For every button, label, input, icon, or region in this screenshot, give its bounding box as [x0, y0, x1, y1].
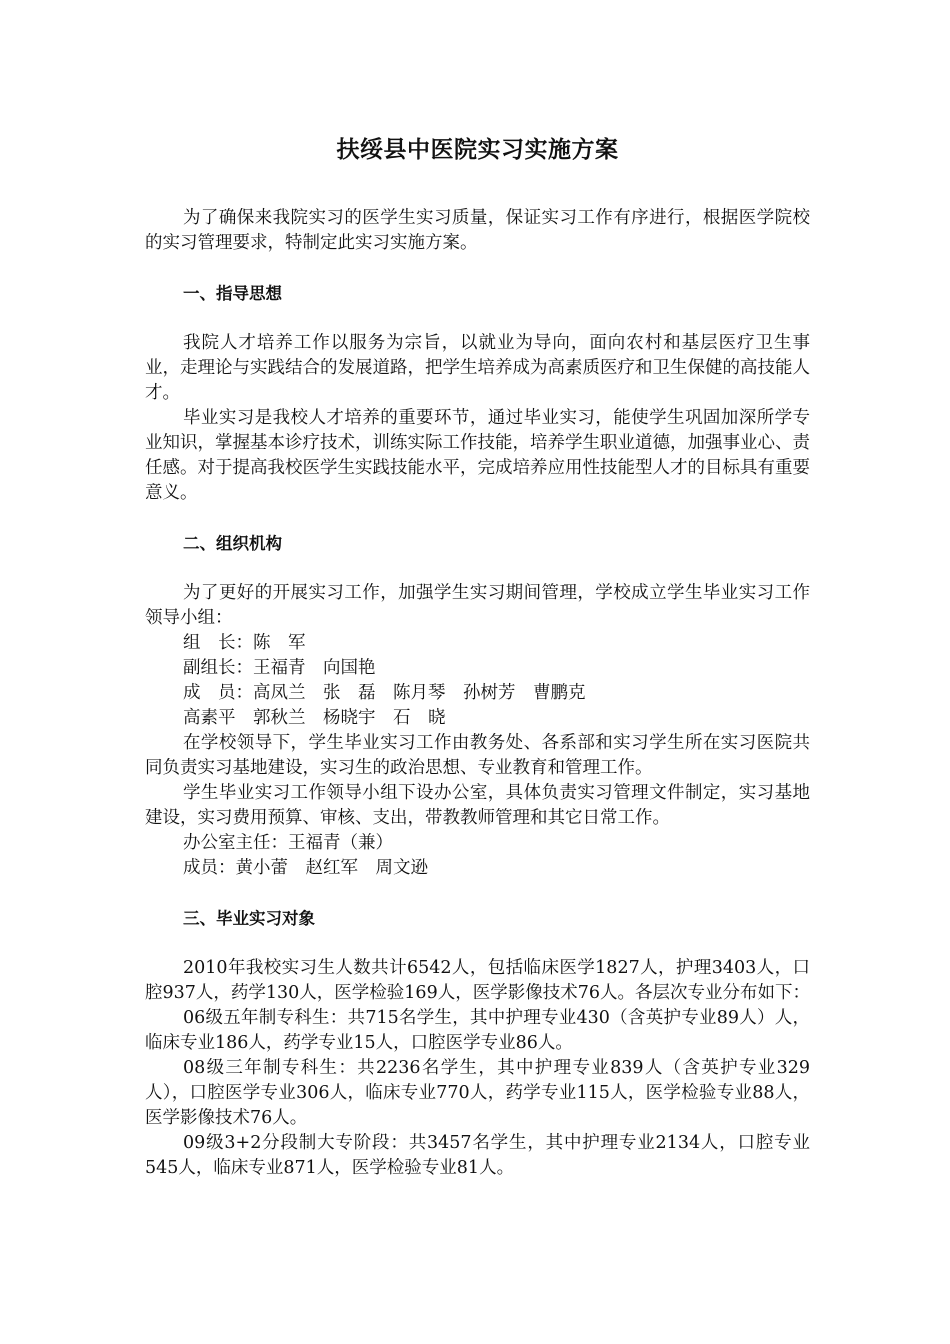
- section-heading-internship-targets: 三、毕业实习对象: [183, 909, 315, 928]
- paragraph: 09级3+2分段制大专阶段：共3457名学生，其中护理专业2134人，口腔专业545人，临床专业871人，医学检验专业81人。: [145, 1133, 810, 1178]
- paragraph: 学生毕业实习工作领导小组下设办公室，具体负责实习管理文件制定，实习基地建设，实习费用预算、审核、支出，带教教师管理和其它日常工作。: [145, 783, 810, 828]
- document-page: [145, 132, 810, 1181]
- leader-line: 组 长：陈 军: [183, 633, 306, 653]
- intro-paragraph: 为了确保来我院实习的医学生实习质量，保证实习工作有序进行，根据医学院校的实习管理要求，特制定此实习实施方案。: [145, 208, 810, 253]
- members-line: 成 员：高凤兰 张 磊 陈月琴 孙树芳 曹鹏克: [183, 683, 586, 703]
- office-members-line: 成员：黄小蕾 赵红军 周文逊: [183, 858, 428, 878]
- members-line-continued: 高素平 郭秋兰 杨晓宇 石 晓: [183, 708, 446, 728]
- paragraph: 08级三年制专科生：共2236名学生，其中护理专业839人（含英护专业329人），口腔医学专业306人，临床专业770人，药学专业115人，医学检验专业88人，医学影像技术76人。: [145, 1058, 810, 1128]
- deputy-line: 副组长：王福青 向国艳: [183, 658, 376, 678]
- office-head-line: 办公室主任：王福青（兼）: [183, 833, 393, 853]
- section-heading-organization: 二、组织机构: [183, 534, 282, 553]
- paragraph: 在学校领导下，学生毕业实习工作由教务处、各系部和实习学生所在实习医院共同负责实习基地建设，实习生的政治思想、专业教育和管理工作。: [145, 733, 810, 778]
- paragraph: 为了更好的开展实习工作，加强学生实习期间管理，学校成立学生毕业实习工作领导小组：: [145, 583, 810, 628]
- paragraph: 我院人才培养工作以服务为宗旨，以就业为导向，面向农村和基层医疗卫生事业，走理论与实践结合的发展道路，把学生培养成为高素质医疗和卫生保健的高技能人才。: [145, 333, 810, 403]
- paragraph: 毕业实习是我校人才培养的重要环节，通过毕业实习，能使学生巩固加深所学专业知识，掌握基本诊疗技术，训练实际工作技能，培养学生职业道德，加强事业心、责任感。对于提高我校医学生实践技能水平，完成培养应用性技能型人才的目标具有重要意义。: [145, 408, 810, 503]
- section-heading-guiding-ideology: 一、指导思想: [183, 284, 282, 303]
- paragraph: 2010年我校实习生人数共计6542人，包括临床医学1827人，护理3403人，口腔937人，药学130人，医学检验169人，医学影像技术76人。各层次专业分布如下：: [145, 958, 810, 1003]
- document-title: 扶绥县中医院实习实施方案: [336, 137, 619, 163]
- paragraph: 06级五年制专科生：共715名学生，其中护理专业430（含英护专业89人）人，临床专业186人，药学专业15人，口腔医学专业86人。: [145, 1008, 810, 1053]
